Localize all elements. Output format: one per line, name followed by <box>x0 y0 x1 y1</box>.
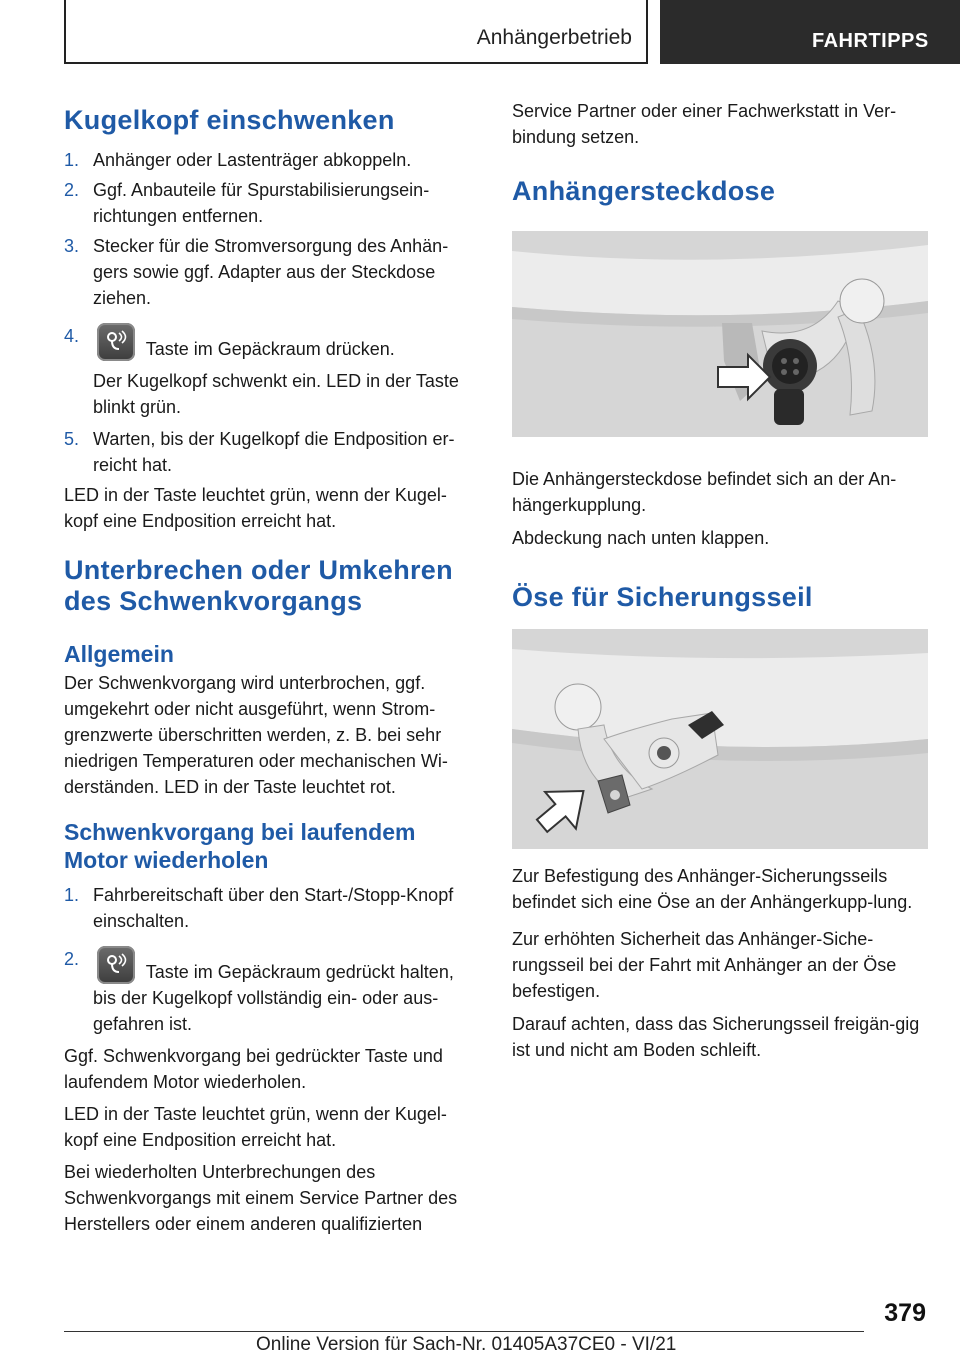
list-item: 2. Taste im Gepäckraum gedrückt halten, bis der Kugelkopf vollständig ein- oder aus-gefahren ist. <box>64 946 478 1037</box>
text-steckdose-position: Die Anhängersteckdose befindet sich an der An-hängerkupplung. <box>512 469 897 515</box>
header-chapter-title: FAHRTIPPS <box>812 30 929 52</box>
list-item: 3. Stecker für die Stromversorgung des Anhän-gers sowie ggf. Adapter aus der Steckdose ziehen. <box>64 236 449 308</box>
page-number: 379 <box>884 1299 926 1327</box>
text-oese-hinweis: Darauf achten, dass das Sicherungsseil freigän-gig ist und nicht am Boden schleift. <box>512 1014 920 1060</box>
text-oese-befestigung: Zur Befestigung des Anhänger-Sicherungsseils befindet sich eine Öse an der Anhängerkupp-lung. <box>512 866 913 912</box>
heading-allgemein: Allgemein <box>64 641 174 667</box>
steps-schwenkvorgang <box>64 882 478 1037</box>
heading-unterbrechen: Unterbrechen oder Umkehren des Schwenkvorgangs <box>64 555 453 616</box>
footer-divider <box>64 1331 864 1332</box>
text-wiederholte-unterbrechungen: Bei wiederholten Unterbrechungen des Schwenkvorgangs mit einem Service Partner des Herstellers oder einem anderen qualifizierten <box>64 1162 458 1234</box>
text-oese-sicherheit: Zur erhöhten Sicherheit das Anhänger-Siche-rungsseil bei der Fahrt mit Anhänger an der Öse befestigen. <box>512 929 897 1001</box>
text-continuation: Service Partner oder einer Fachwerkstatt in Ver-bindung setzen. <box>512 101 897 147</box>
text-abdeckung: Abdeckung nach unten klappen. <box>512 528 770 548</box>
list-item: 1. Anhänger oder Lastenträger abkoppeln. <box>64 150 412 170</box>
heading-oese: Öse für Sicherungsseil <box>512 582 813 612</box>
header-section-title: Anhängerbetrieb <box>476 26 632 49</box>
page-header <box>0 0 960 66</box>
steps-kugelkopf <box>64 147 478 478</box>
safety-eyelet-illustration <box>512 629 928 849</box>
list-item: 2. Ggf. Anbauteile für Spurstabilisierungsein-richtungen entfernen. <box>64 180 430 226</box>
heading-kugelkopf: Kugelkopf einschwenken <box>64 105 395 135</box>
heading-schwenkvorgang: Schwenkvorgang bei laufendem Motor wiederholen <box>64 819 416 873</box>
header-chapter-box <box>660 0 960 64</box>
footer-version-text: Online Version für Sach-Nr. 01405A37CE0 - VI/21 <box>256 1334 677 1355</box>
text-ggf-wiederholen: Ggf. Schwenkvorgang bei gedrückter Taste und laufendem Motor wiederholen. <box>64 1046 443 1092</box>
text-allgemein: Der Schwenkvorgang wird unterbrochen, ggf. umgekehrt oder nicht ausgeführt, wenn Strom-grenzwerte überschritten werden, z. B. bei sehr niedrigen Temperaturen oder mechanischen Wi-derständen. LED in der Taste leuchtet rot. <box>64 673 448 797</box>
text-led-green-2: LED in der Taste leuchtet grün, wenn der Kugel-kopf eine Endposition erreicht hat. <box>64 1104 447 1150</box>
heading-anhaengersteckdose: Anhängersteckdose <box>512 176 776 206</box>
list-item: 1. Fahrbereitschaft über den Start-/Stopp-Knopf einschalten. <box>64 885 454 931</box>
trailer-socket-illustration <box>512 231 928 437</box>
text-led-green-1: LED in der Taste leuchtet grün, wenn der Kugel-kopf eine Endposition erreicht hat. <box>64 485 447 531</box>
right-column <box>512 98 928 1063</box>
list-item: 4. Taste im Gepäckraum drücken. Der Kugelkopf schwenkt ein. LED in der Taste blinkt grün. <box>64 323 478 420</box>
tow-hitch-button-icon <box>97 946 135 984</box>
list-item: 5. Warten, bis der Kugelkopf die Endposition er-reicht hat. <box>64 429 455 475</box>
tow-hitch-button-icon <box>97 323 135 361</box>
left-column <box>64 98 478 1237</box>
header-section-box <box>64 0 648 64</box>
